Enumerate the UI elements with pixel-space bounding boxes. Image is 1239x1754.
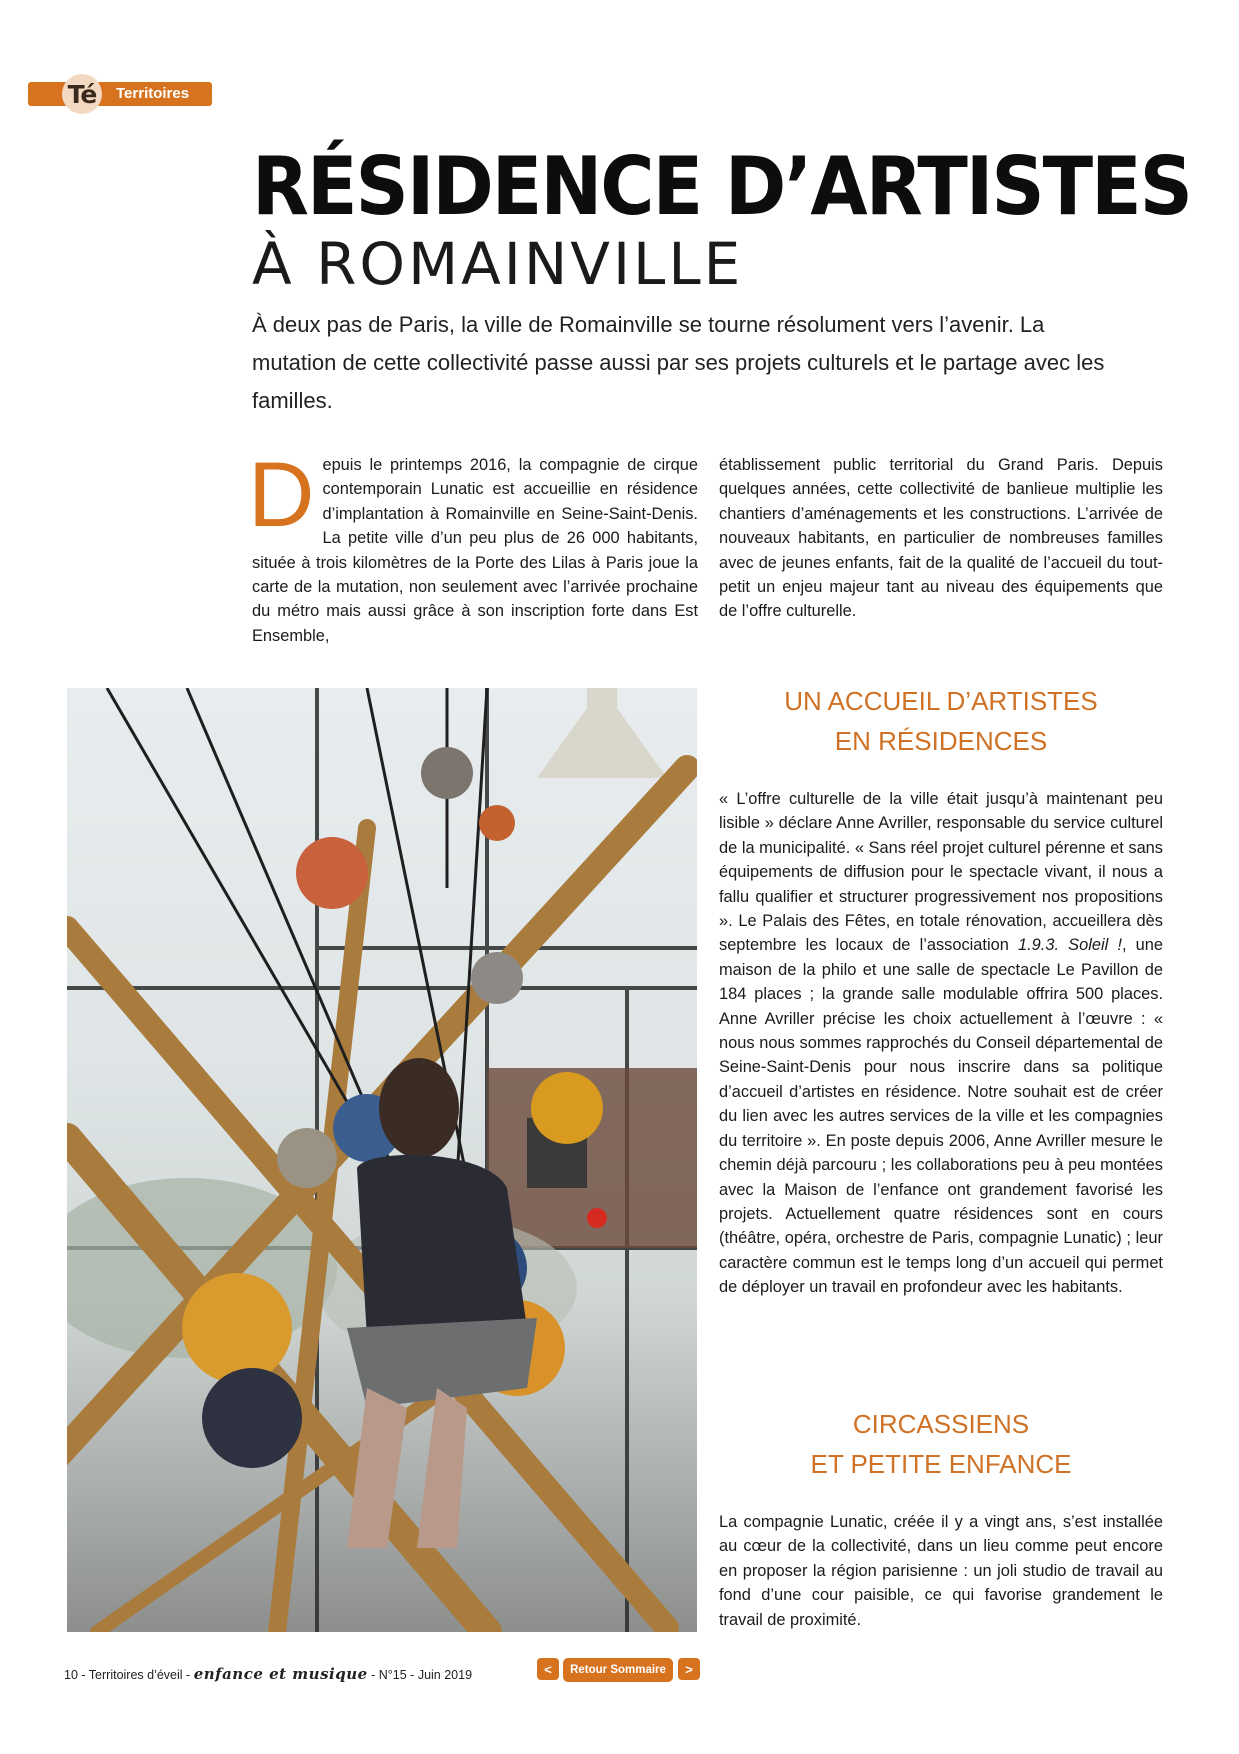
page-footer xyxy=(64,1664,472,1685)
section-1-text-a: « L’offre culturelle de la ville était jusqu’à maintenant peu lisible » déclare Anne Avriller, responsable du service culturel de la municipalité. « Sans réel projet culturel pérenne et sans équipements de diffusion pour le spectacle vivant, il nous a fallu qualifier et structurer progressivement nos propositions ». Le Palais des Fêtes, en totale rénovation, accueillera dès septembre les locaux de l’association xyxy=(719,790,1163,955)
section-2-text: La compagnie Lunatic, créée il y a vingt ans, s’est installée au cœur de la collectivité, dans un lieu comme peut encore en proposer la région parisienne : un joli studio de travail au fond d’une cour paisible, ce qui favorise grandement le travail de proximité. xyxy=(719,1513,1163,1629)
magazine-name: enfance et musique xyxy=(193,1665,368,1683)
drop-cap: D xyxy=(248,444,315,546)
table-of-contents-button[interactable]: Retour Sommaire xyxy=(563,1658,673,1682)
intro-text-1: epuis le printemps 2016, la compagnie de cirque contemporain Lunatic est accueillie en résidence d’implantation à Romainville en Seine-Saint-Denis. La petite ville d’un peu plus de 26 000 habitants, située à trois kilomètres de la Porte des Lilas à Paris joue la carte de la mutation, non seulement avec l’arrivée prochaine du métro mais aussi grâce à son inscription forte dans Est Ensemble, xyxy=(252,456,698,645)
rubric-badge: Té xyxy=(62,74,102,114)
association-name: 1.9.3. Soleil ! xyxy=(1018,936,1122,955)
article-lead: À deux pas de Paris, la ville de Romainville se tourne résolument vers l’avenir. La mutation de cette collectivité passe aussi par ses projets culturels et le partage avec les familles. xyxy=(252,312,1105,413)
section-heading-line: CIRCASSIENS xyxy=(852,1409,1030,1439)
section-1-text-b: , une maison de la philo et une salle de spectacle Le Pavillon de 184 places ; la grande salle modulable offrira 500 places. Anne Avriller précise les choix actuellement à l’œuvre : « nous nous sommes rapprochés du Conseil départemental de Seine-Saint-Denis pour nous inscrire dans sa politique d’accueil d’artistes en résidence. Notre souhait est de créer du lien avec les autres services de la ville et les compagnies du territoire ». En poste depuis 2006, Anne Avriller mesure le chemin déjà parcouru ; les collaborations peu à peu montées avec la Maison de l’enfance ont grandement favorisé les projets. Actuellement quatre résidences sont en cours (théâtre, opéra, orchestre de Paris, compagnie Lunatic) ; leur caractère commun est le temps long d’un accueil qui permet de déployer un travail en profondeur avec les habitants. xyxy=(719,936,1163,1297)
photo-illustration xyxy=(67,688,697,1632)
intro-column-1 xyxy=(248,444,698,648)
intro-column-2: établissement public territorial du Grand Paris. Depuis quelques années, cette collectivité de banlieue multiplie les chantiers d’aménagements et les constructions. L’arrivée de nouveaux habitants, en particulier de nombreuses familles avec de jeunes enfants, fait de la qualité de l’accueil du tout-petit un enjeu majeur tant au niveau des équipements que de l’offre culturelle. xyxy=(719,456,1163,621)
section-heading-line: UN ACCUEIL D’ARTISTES xyxy=(784,686,1098,716)
section-1-text xyxy=(719,787,1163,1300)
footer-page-info: 10 - Territoires d’éveil - xyxy=(64,1668,194,1682)
article-photo xyxy=(67,688,697,1632)
previous-page-button[interactable]: < xyxy=(537,1658,559,1680)
rubric-label: Territoires xyxy=(116,85,190,102)
article-title: RÉSIDENCE D’ARTISTES xyxy=(252,140,1191,234)
section-heading-circassiens xyxy=(719,1404,1163,1484)
footer-issue: - N°15 - Juin 2019 xyxy=(367,1668,473,1682)
section-heading-line: EN RÉSIDENCES xyxy=(834,726,1048,756)
next-page-button[interactable]: > xyxy=(678,1658,700,1680)
section-heading-line: ET PETITE ENFANCE xyxy=(810,1449,1072,1479)
article-subtitle: À ROMAINVILLE xyxy=(252,230,744,298)
section-heading-accueil xyxy=(719,681,1163,761)
